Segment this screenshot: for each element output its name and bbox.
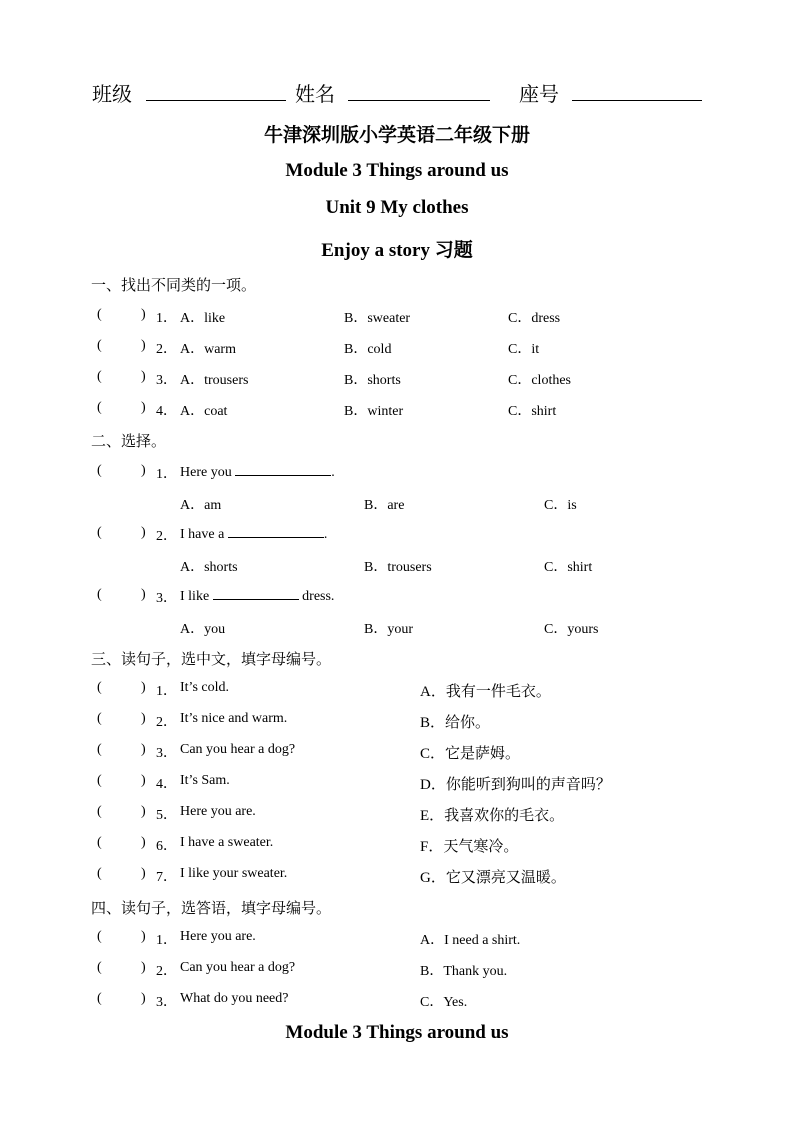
option-c: C．dress: [508, 311, 561, 326]
section-3-question: [0, 711, 794, 731]
answer-bracket[interactable]: ( ): [97, 804, 146, 819]
answer-option: F．天气寒冷。: [420, 839, 519, 855]
answer-bracket[interactable]: ( ): [97, 773, 146, 788]
section-3-question: [0, 773, 794, 793]
fill-blank[interactable]: [213, 587, 299, 600]
unit-title: Unit 9 My clothes: [325, 197, 469, 218]
section-1-question: [0, 307, 794, 327]
name-label: 姓名: [295, 84, 335, 106]
answer-option: G．它又漂亮又温暖。: [420, 870, 566, 886]
answer-bracket[interactable]: ( ): [97, 866, 146, 881]
lesson-title: Enjoy a story 习题: [321, 240, 473, 261]
fill-blank[interactable]: [228, 525, 324, 538]
sentence: It’s nice and warm.: [180, 711, 288, 726]
section-3-question: [0, 804, 794, 824]
question-number: 3．: [156, 746, 177, 761]
answer-bracket[interactable]: ( ): [97, 400, 146, 415]
option-a: A．warm: [180, 342, 236, 357]
option-c: C．is: [544, 498, 577, 513]
book-title: 牛津深圳版小学英语二年级下册: [263, 125, 530, 146]
option-a: A．you: [180, 622, 226, 637]
question-number: 4．: [156, 777, 177, 792]
sentence: What do you need?: [180, 991, 289, 1006]
answer-bracket[interactable]: ( ): [97, 929, 146, 944]
answer-bracket[interactable]: ( ): [97, 711, 146, 726]
answer-bracket[interactable]: ( ): [97, 960, 146, 975]
answer-option: D．你能听到狗叫的声音吗？: [420, 777, 611, 793]
question-number: 5．: [156, 808, 177, 823]
answer-bracket[interactable]: ( ): [97, 587, 146, 602]
stem-text: I have a: [180, 527, 225, 542]
answer-bracket[interactable]: ( ): [97, 369, 146, 384]
option-b: B．sweater: [344, 311, 411, 326]
question-number: 2．: [156, 715, 177, 730]
section-4-question: [0, 991, 794, 1011]
section-2-heading: 二、选择。: [91, 434, 167, 450]
option-c: C．clothes: [508, 373, 571, 388]
sentence: Here you are.: [180, 804, 256, 819]
section-1-question: [0, 369, 794, 389]
question-number: 2．: [156, 964, 177, 979]
question-stem: [180, 463, 335, 481]
answer-bracket[interactable]: ( ): [97, 525, 146, 540]
answer-bracket[interactable]: ( ): [97, 463, 146, 478]
section-2-question: [0, 525, 794, 545]
section-1-heading: 一、找出不同类的一项。: [91, 278, 257, 294]
seat-blank[interactable]: [572, 100, 702, 101]
answer-bracket[interactable]: ( ): [97, 991, 146, 1006]
answer-bracket[interactable]: ( ): [97, 307, 146, 322]
section-3-question: [0, 742, 794, 762]
question-number: 2．: [156, 342, 177, 357]
answer-bracket[interactable]: ( ): [97, 680, 146, 695]
sentence: Can you hear a dog?: [180, 960, 296, 975]
answer-option: C．它是萨姆。: [420, 746, 521, 762]
option-b: B．are: [364, 498, 405, 513]
sentence: I have a sweater.: [180, 835, 274, 850]
section-4-heading: 四、读句子，选答语，填字母编号。: [91, 901, 332, 917]
fill-blank[interactable]: [235, 463, 331, 476]
question-number: 1．: [156, 467, 177, 482]
section-3-heading: 三、读句子，选中文，填字母编号。: [91, 652, 332, 668]
question-number: 1．: [156, 311, 177, 326]
class-label: 班级: [92, 84, 132, 106]
option-a: A．shorts: [180, 560, 238, 575]
question-number: 3．: [156, 995, 177, 1010]
option-c: C．shirt: [544, 560, 593, 575]
section-3-question: [0, 835, 794, 855]
stem-end: .: [323, 527, 328, 542]
stem-end: .: [331, 465, 335, 480]
stem-text: Here you: [180, 465, 232, 480]
question-number: 3．: [156, 373, 177, 388]
section-2-question: [0, 463, 794, 483]
option-b: B．winter: [344, 404, 404, 419]
question-number: 1．: [156, 933, 177, 948]
option-b: B．trousers: [364, 560, 432, 575]
question-number: 2．: [156, 529, 177, 544]
stem-text: I like: [180, 589, 210, 604]
answer-bracket[interactable]: ( ): [97, 742, 146, 757]
option-a: A．am: [180, 498, 222, 513]
module-title: Module 3 Things around us: [285, 160, 509, 181]
answer-option: B．给你。: [420, 715, 491, 731]
section-2-question: [0, 587, 794, 607]
section-3-question: [0, 866, 794, 886]
answer-option: A．我有一件毛衣。: [420, 684, 551, 700]
answer-option: B．Thank you.: [420, 964, 508, 979]
option-b: B．shorts: [344, 373, 401, 388]
section-2-options: [0, 494, 794, 514]
sentence: Can you hear a dog?: [180, 742, 296, 757]
sentence: It’s Sam.: [180, 773, 230, 788]
section-2-options: [0, 556, 794, 576]
question-number: 3．: [156, 591, 177, 606]
section-1-question: [0, 400, 794, 420]
question-stem: [180, 525, 327, 543]
answer-bracket[interactable]: ( ): [97, 835, 146, 850]
question-number: 4．: [156, 404, 177, 419]
option-c: C．it: [508, 342, 540, 357]
option-b: B．your: [364, 622, 413, 637]
answer-bracket[interactable]: ( ): [97, 338, 146, 353]
next-module-title: Module 3 Things around us: [285, 1022, 509, 1043]
answer-option: E．我喜欢你的毛衣。: [420, 808, 565, 824]
question-number: 1．: [156, 684, 177, 699]
question-number: 6．: [156, 839, 177, 854]
seat-label: 座号: [519, 84, 559, 106]
option-a: A．trousers: [180, 373, 249, 388]
question-stem: [180, 587, 334, 605]
option-a: A．coat: [180, 404, 228, 419]
option-c: C．yours: [544, 622, 599, 637]
option-c: C．shirt: [508, 404, 557, 419]
sentence: It’s cold.: [180, 680, 229, 695]
stem-end: dress.: [302, 589, 335, 604]
option-a: A．like: [180, 311, 226, 326]
sentence: I like your sweater.: [180, 866, 288, 881]
class-blank[interactable]: [146, 100, 286, 101]
sentence: Here you are.: [180, 929, 256, 944]
question-number: 7．: [156, 870, 177, 885]
section-3-question: [0, 680, 794, 700]
section-2-options: [0, 618, 794, 638]
answer-option: A．I need a shirt.: [420, 933, 521, 948]
name-blank[interactable]: [348, 100, 490, 101]
option-b: B．cold: [344, 342, 392, 357]
section-1-question: [0, 338, 794, 358]
section-4-question: [0, 929, 794, 949]
section-4-question: [0, 960, 794, 980]
answer-option: C．Yes.: [420, 995, 468, 1010]
